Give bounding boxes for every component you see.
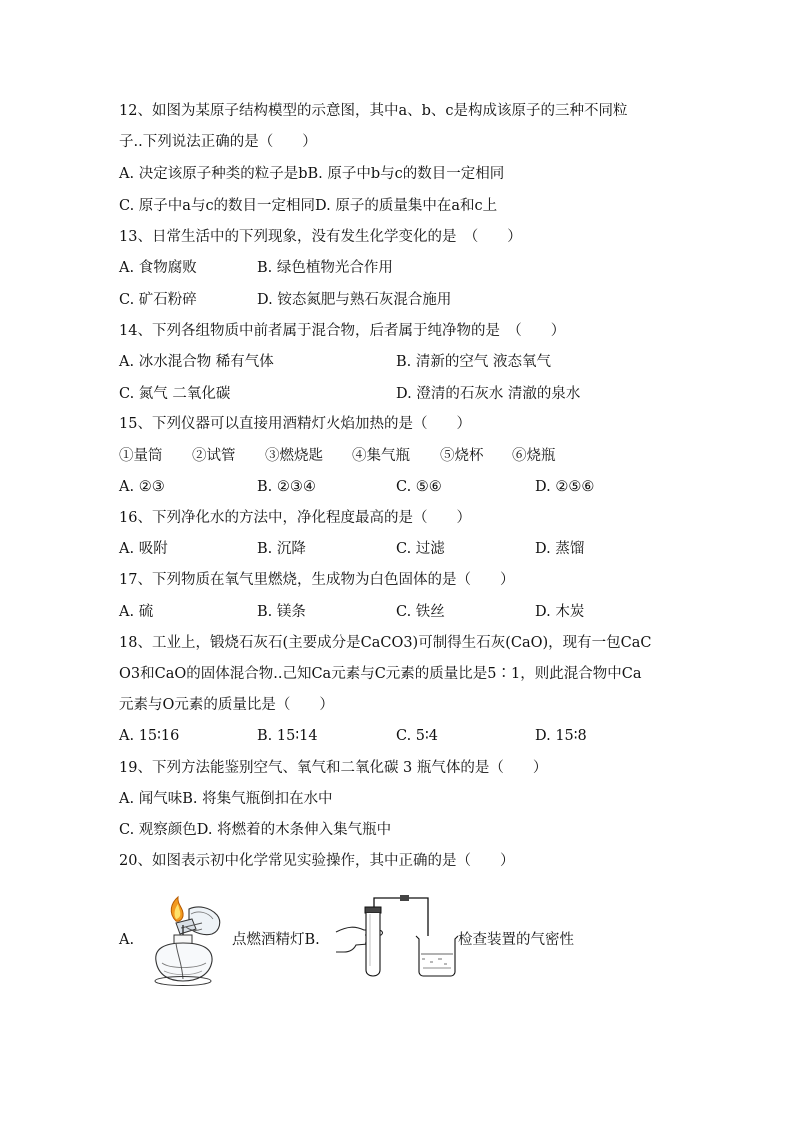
q13-stem: 13、日常生活中的下列现象，没有发生化学变化的是 （ ） xyxy=(119,229,522,245)
q18-stem-line2: O3和CaO的固体混合物..己知Ca元素与C元素的质量比是5∶1，则此混合物中Ca xyxy=(119,666,642,682)
q15-stem: 15、下列仪器可以直接用酒精灯火焰加热的是（ ） xyxy=(119,416,471,432)
q15-item-6: ⑥烧瓶 xyxy=(512,448,556,464)
q12-options-ab: A. 决定该原子种类的粒子是bB. 原子中b与c的数目一定相同 xyxy=(119,166,505,182)
q20-figure-row xyxy=(0,890,794,990)
q17-option-c: C. 铁丝 xyxy=(396,604,445,620)
q18-stem-line3: 元素与O元素的质量比是（ ） xyxy=(119,697,334,713)
q16-option-b: B. 沉降 xyxy=(257,541,306,557)
q15-option-d: D. ②⑤⑥ xyxy=(535,479,595,495)
q20-stem: 20、如图表示初中化学常见实验操作，其中正确的是（ ） xyxy=(119,853,515,869)
q13-option-c: C. 矿石粉碎 xyxy=(119,292,197,308)
q17-option-a: A. 硫 xyxy=(119,604,154,620)
q19-options-cd: C. 观察颜色D. 将燃着的木条伸入集气瓶中 xyxy=(119,822,392,838)
q18-option-d: D. 15∶8 xyxy=(535,728,587,744)
q14-option-b: B. 清新的空气 液态氧气 xyxy=(396,354,551,370)
q15-option-b: B. ②③④ xyxy=(257,479,316,495)
q15-option-a: A. ②③ xyxy=(119,479,165,495)
q15-item-1: ①量筒 xyxy=(119,448,163,464)
airtightness-check-icon xyxy=(334,890,462,982)
q14-option-a: A. 冰水混合物 稀有气体 xyxy=(119,354,274,370)
q12-stem-line1: 12、如图为某原子结构模型的示意图，其中a、b、c是构成该原子的三种不同粒 xyxy=(119,103,628,119)
q14-stem: 14、下列各组物质中前者属于混合物，后者属于纯净物的是 （ ） xyxy=(119,323,566,339)
q13-option-d: D. 铵态氮肥与熟石灰混合施用 xyxy=(257,292,452,308)
q17-option-b: B. 镁条 xyxy=(257,604,306,620)
alcohol-lamp-icon xyxy=(146,895,228,987)
q13-option-a: A. 食物腐败 xyxy=(119,260,197,276)
q15-item-2: ②试管 xyxy=(192,448,236,464)
q17-option-d: D. 木炭 xyxy=(535,604,585,620)
q20-option-b-caption: 检查装置的气密性 xyxy=(458,932,574,948)
q15-item-4: ④集气瓶 xyxy=(352,448,410,464)
q18-option-a: A. 15∶16 xyxy=(119,728,180,744)
q12-stem-line2: 子..下列说法正确的是（ ） xyxy=(119,134,317,150)
q17-stem: 17、下列物质在氧气里燃烧，生成物为白色固体的是（ ） xyxy=(119,572,515,588)
q16-option-a: A. 吸附 xyxy=(119,541,168,557)
q16-option-d: D. 蒸馏 xyxy=(535,541,585,557)
q14-option-c: C. 氮气 二氧化碳 xyxy=(119,386,231,402)
q19-stem: 19、下列方法能鉴别空气、氧气和二氧化碳 3 瓶气体的是（ ） xyxy=(119,760,548,776)
q14-option-d: D. 澄清的石灰水 清澈的泉水 xyxy=(396,386,581,402)
q19-options-ab: A. 闻气味B. 将集气瓶倒扣在水中 xyxy=(119,791,333,807)
q12-options-cd: C. 原子中a与c的数目一定相同D. 原子的质量集中在a和c上 xyxy=(119,198,498,214)
q20-option-a-caption: 点燃酒精灯B. xyxy=(232,932,320,948)
q15-option-c: C. ⑤⑥ xyxy=(396,479,442,495)
q16-option-c: C. 过滤 xyxy=(396,541,445,557)
q15-item-5: ⑤烧杯 xyxy=(440,448,484,464)
q13-option-b: B. 绿色植物光合作用 xyxy=(257,260,393,276)
q18-stem-line1: 18、工业上，锻烧石灰石(主要成分是CaCO3)可制得生石灰(CaO)，现有一包CaC xyxy=(119,635,652,651)
q15-item-3: ③燃烧匙 xyxy=(265,448,323,464)
q18-option-b: B. 15∶14 xyxy=(257,728,318,744)
q18-option-c: C. 5∶4 xyxy=(396,728,439,744)
q20-option-a-label: A. xyxy=(119,932,135,948)
q16-stem: 16、下列净化水的方法中，净化程度最高的是（ ） xyxy=(119,510,471,526)
